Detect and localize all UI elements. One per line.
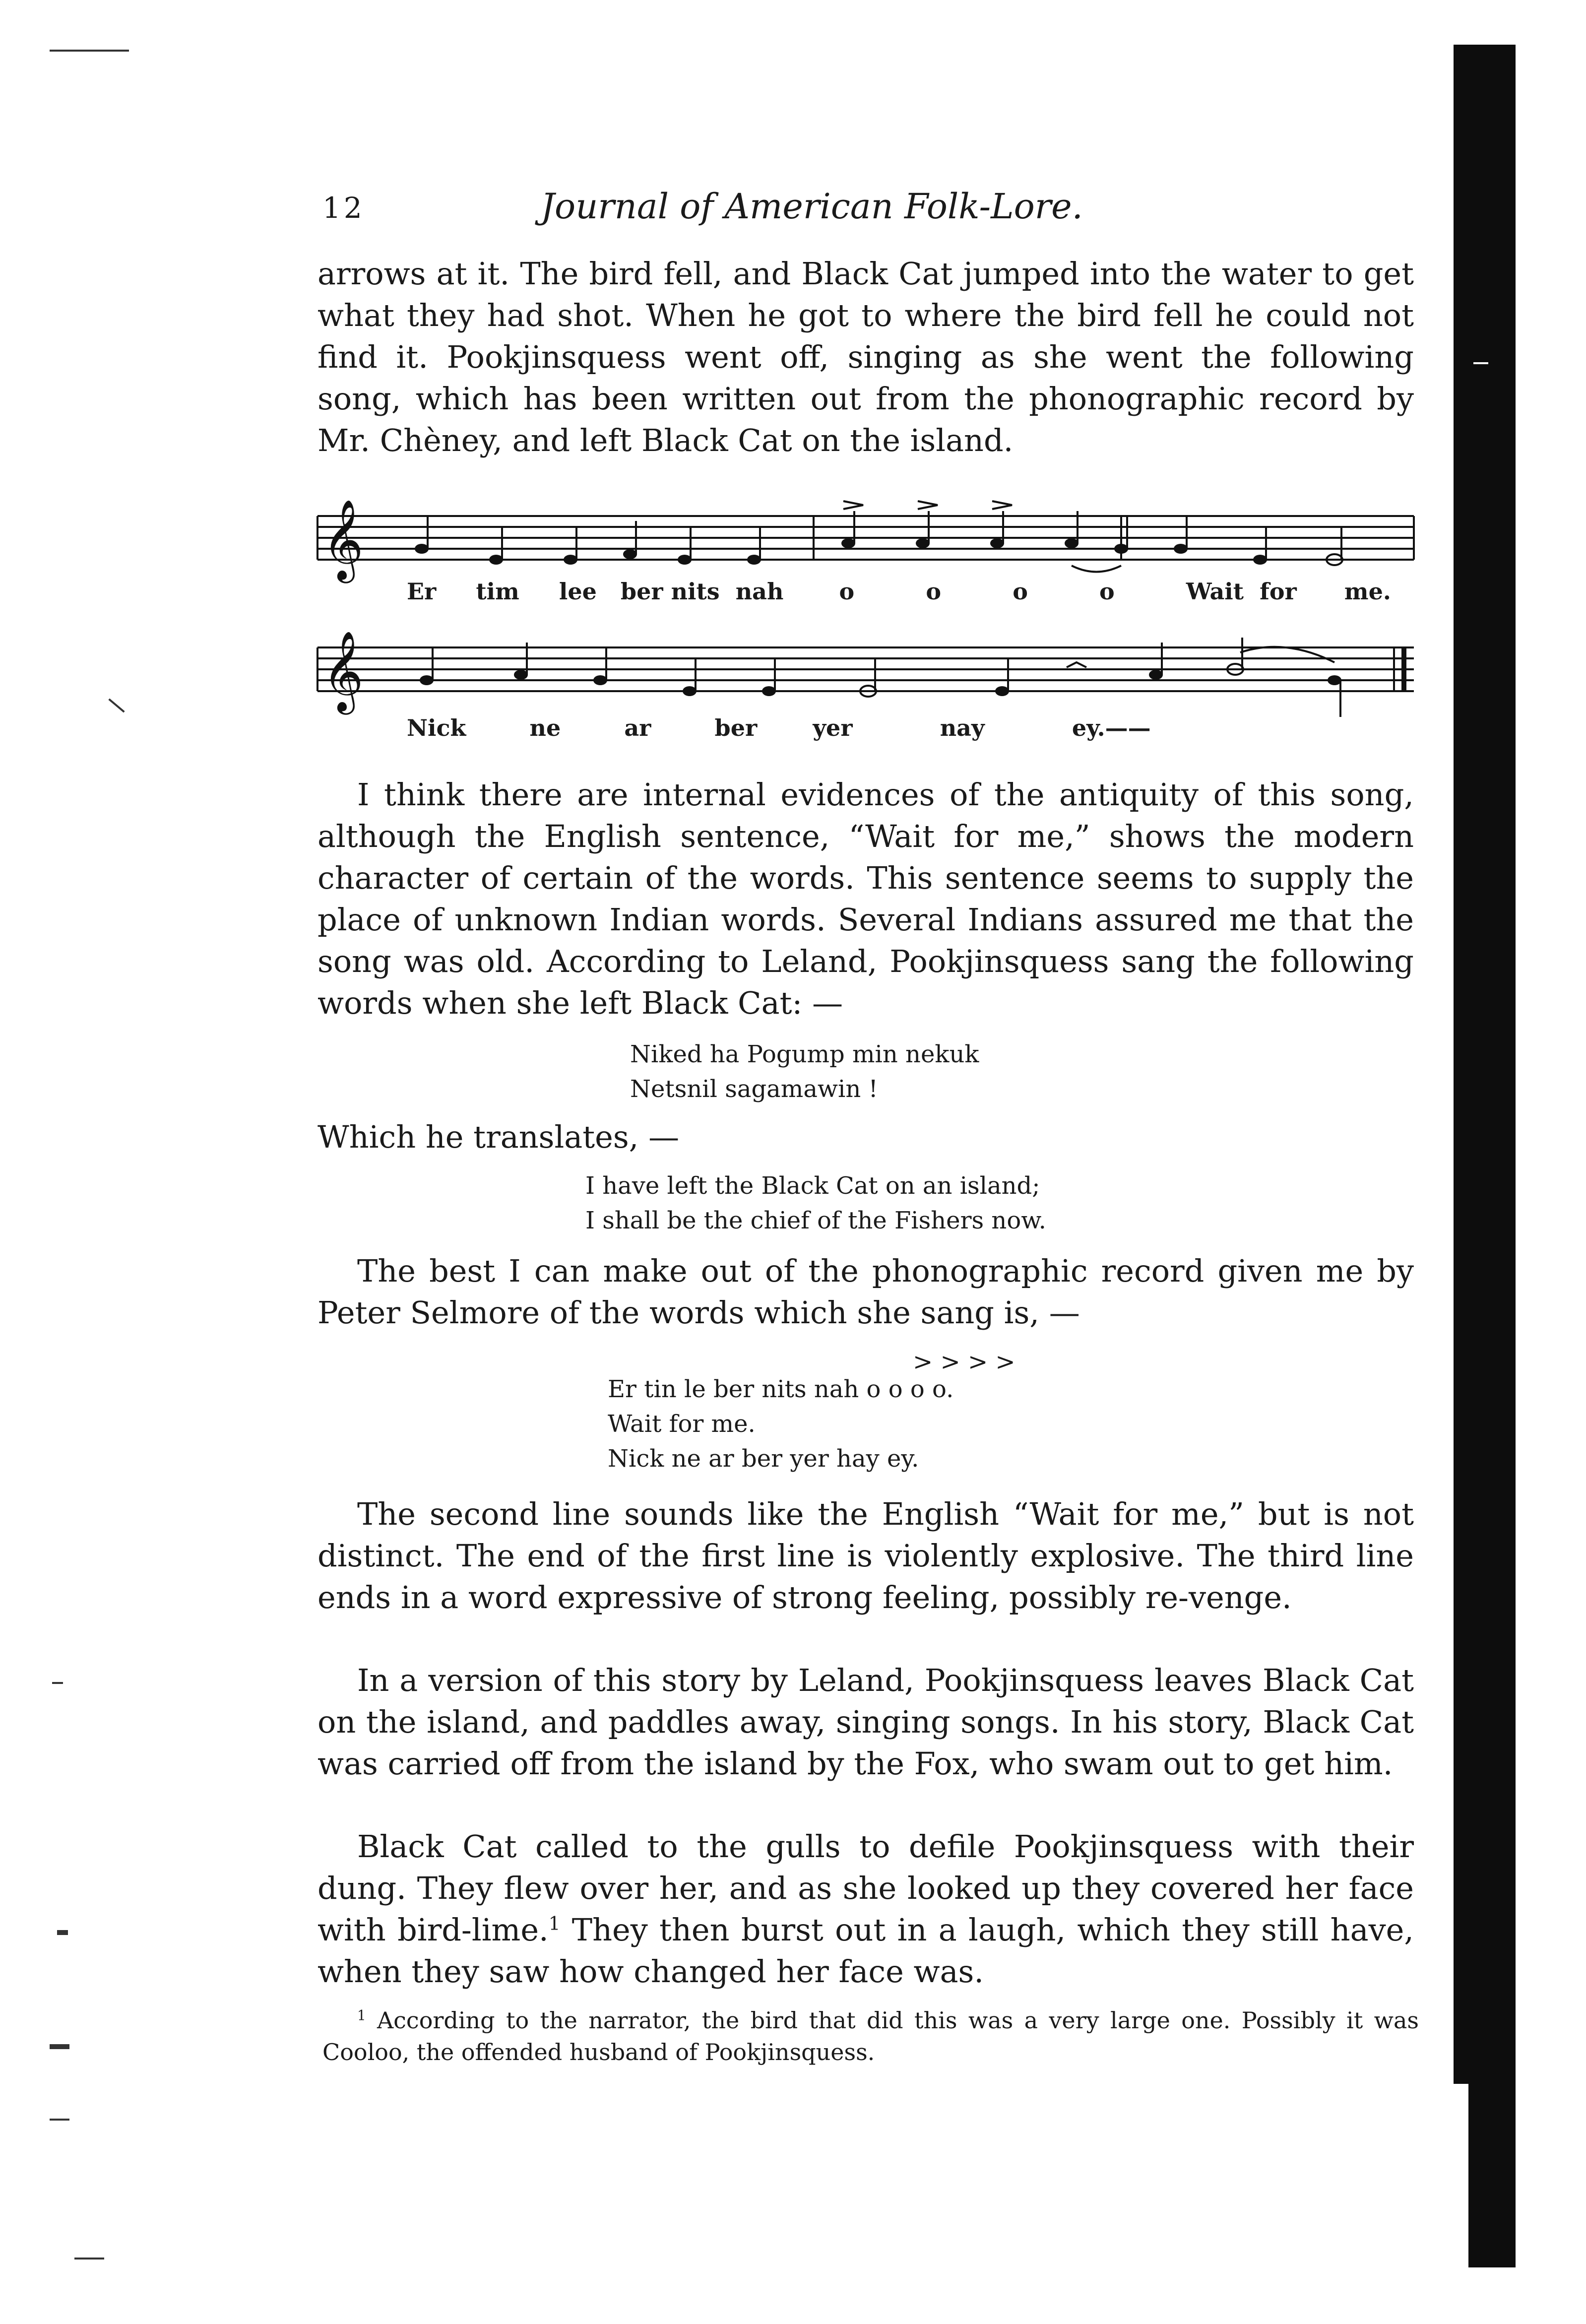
paragraph-5: The second line sounds like the English “Wait for me,” but is not distinct. The end of the first line is violently explosive. The third line ends in a word expressive of strong feeling, possibly re-venge.: [317, 1496, 1414, 1615]
paragraph-3: Which he translates, —: [317, 1119, 680, 1155]
book-spine-shadow: [1454, 45, 1516, 2267]
verse-translation: I have left the Black Cat on an island; I shall be the chief of the Fishers now.: [585, 1172, 1046, 1234]
staff-2-svg: [313, 628, 1419, 727]
page-number: 12: [322, 191, 365, 225]
footnote-marker: 1: [357, 2007, 366, 2024]
staff-2-lyrics: Nick ne ar ber yer nay ey.——: [407, 714, 1151, 741]
paragraph-6: In a version of this story by Leland, Pookjinsquess leaves Black Cat on the island, and paddles away, singing songs. In his story, Black Cat was carried off from the island by the Fox, who swam out to get him.: [317, 1662, 1414, 1782]
accent-marks: > > > >: [913, 1348, 1015, 1376]
music-staff-1: [313, 496, 1419, 625]
running-head: Journal of American Folk-Lore.: [541, 186, 1083, 227]
staff-1-lyrics: Er tim lee ber nits nah o o o o Wait for me.: [407, 578, 1391, 605]
verse-selmore: > > > > Er tin le ber nits nah o o o o. Wait for me. Nick ne ar ber yer hay ey.: [608, 1348, 1015, 1473]
paragraph-1: arrows at it. The bird fell, and Black Cat jumped into the water to get what they had shot. When he got to where the bird fell he could not find it. Pookjinsquess went off, singing as she went the following song, which has been written out from the phonographic record by Mr. Chèney, and left Black Cat on the island.: [317, 256, 1414, 458]
verse-leland: Niked ha Pogump min nekuk Netsnil sagamawin !: [630, 1040, 979, 1103]
footnote: $^1$ According to the narrator, the bird that did this was a very large one. Possibly it was Cooloo, the offended husband of Pookjinsquess.: [322, 2007, 1419, 2066]
spine-edge: [1454, 2084, 1468, 2267]
footnote-ref: 1: [548, 1912, 561, 1935]
svg-text:𝄞: 𝄞: [322, 631, 364, 711]
paragraph-4: The best I can make out of the phonographic record given me by Peter Selmore of the words which she sang is, —: [317, 1253, 1414, 1331]
paragraph-7: Black Cat called to the gulls to defile Pookjinsquess with their dung. They flew over her, and as she looked up they covered her face with bird-lime.$^1$ They then burst out in a laugh, which they still have, when they saw how changed her face was.: [317, 1828, 1414, 1990]
svg-text:𝄞: 𝄞: [322, 499, 364, 580]
paragraph-2: I think there are internal evidences of the antiquity of this song, although the English sentence, “Wait for me,” shows the modern character of certain of the words. This sentence seems to supply the place of unknown Indian words. Several Indians assured me that the song was old. According to Leland, Pookjinsquess sang the following words when she left Black Cat: —: [317, 776, 1414, 1021]
